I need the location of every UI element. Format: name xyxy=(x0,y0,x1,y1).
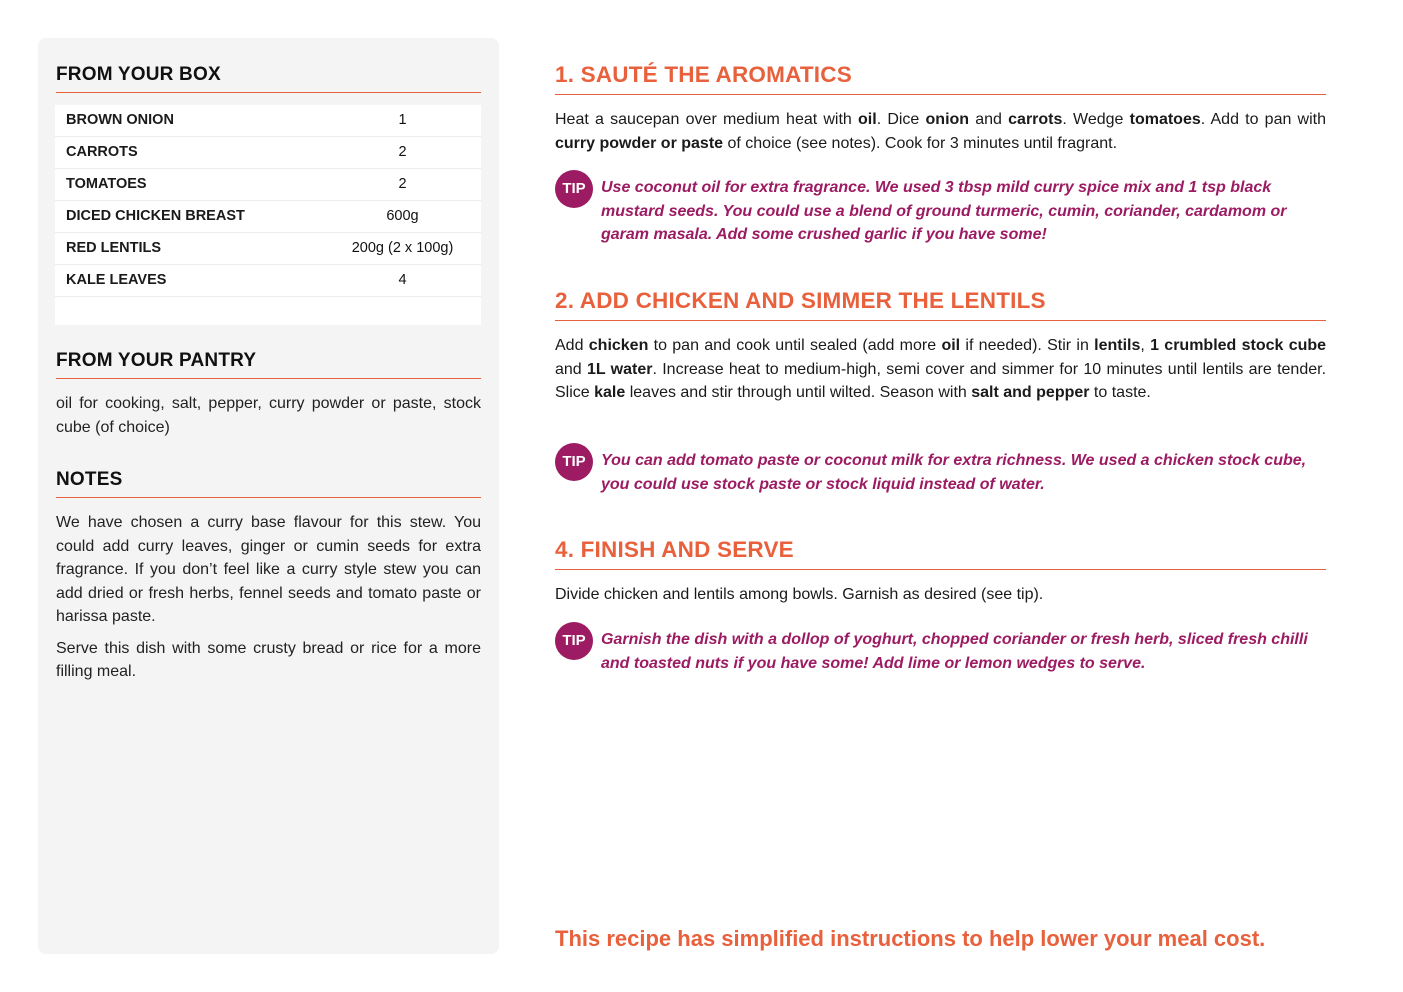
ingredient-name: TOMATOES xyxy=(66,176,147,192)
ingredient-name: BROWN ONION xyxy=(66,112,174,128)
table-row xyxy=(55,137,481,169)
ingredient-name: RED LENTILS xyxy=(66,240,162,256)
ingredient-qty: 600g xyxy=(386,208,419,224)
emphasis-text: carrots xyxy=(1008,111,1063,128)
pantry-items: oil for cooking, salt, pepper, curry powder or paste, stock cube (of choice) xyxy=(56,395,481,436)
emphasis-text: chicken xyxy=(588,337,649,354)
emphasis-text: onion xyxy=(925,111,970,128)
tip-text: You can add tomato paste or coconut milk for extra richness. We used a chicken stock cube, you could use stock paste or stock liquid instead of water. xyxy=(601,452,1307,493)
table-row xyxy=(55,233,481,265)
table-row xyxy=(55,105,481,137)
emphasis-text: tomatoes xyxy=(1129,111,1201,128)
step-4-body: Divide chicken and lentils among bowls. Garnish as desired (see tip). xyxy=(555,586,1044,603)
step-2-body: Add chicken to pan and cook until sealed (add more oil if needed). Stir in lentils, 1 crumbled stock cube and 1L water. Increase heat to medium-high, semi cover and simmer for 10 minutes until lentils are tender. Slice kale leaves and stir through until wilted. Season with salt and pepper to taste. xyxy=(555,337,1327,401)
table-row xyxy=(55,169,481,201)
notes-paragraph: We have chosen a curry base flavour for this stew. You could add curry leaves, ginger or cumin seeds for extra fragrance. If you don’t feel like a curry style stew you can add dried or fresh herbs, fennel seeds and tomato paste or harissa paste. xyxy=(56,514,481,625)
tip-badge: TIP xyxy=(555,443,593,481)
tip-badge: TIP xyxy=(555,170,593,208)
table-row xyxy=(55,201,481,233)
emphasis-text: oil xyxy=(858,111,877,128)
ingredient-qty: 2 xyxy=(398,176,407,192)
ingredient-qty: 2 xyxy=(398,144,407,160)
emphasis-text: oil xyxy=(941,337,961,354)
notes-heading: NOTES xyxy=(56,469,481,498)
from-your-box-heading: FROM YOUR BOX xyxy=(56,64,481,93)
ingredient-qty: 200g (2 x 100g) xyxy=(351,240,454,256)
emphasis-text: 1 crumbled stock cube xyxy=(1150,337,1327,354)
ingredient-qty: 4 xyxy=(398,272,407,288)
ingredients-table xyxy=(55,105,481,325)
footer-note: This recipe has simplified instructions to help lower your meal cost. xyxy=(555,926,1266,951)
step-1-heading: 1. SAUTÉ THE AROMATICS xyxy=(555,62,1326,95)
step-4-heading: 4. FINISH AND SERVE xyxy=(555,537,1326,570)
table-row xyxy=(55,265,481,297)
emphasis-text: curry powder or paste xyxy=(555,134,724,152)
ingredients-panel xyxy=(38,38,499,954)
ingredient-qty: 1 xyxy=(398,112,407,128)
emphasis-text: kale xyxy=(594,384,626,401)
tip-badge: TIP xyxy=(555,622,593,660)
ingredient-name: DICED CHICKEN BREAST xyxy=(66,208,245,224)
emphasis-text: 1L water xyxy=(587,360,653,378)
from-your-pantry-heading: FROM YOUR PANTRY xyxy=(56,350,481,379)
ingredient-name: KALE LEAVES xyxy=(66,272,167,288)
tip-text: Use coconut oil for extra fragrance. We used 3 tbsp mild curry spice mix and 1 tsp black mustard seeds. You could use a blend of ground turmeric, cumin, coriander, cardamom or garam masala. Add some crushed garlic if you have some! xyxy=(601,179,1287,243)
step-1-body: Heat a saucepan over medium heat with oil. Dice onion and carrots. Wedge tomatoes. Add to pan with curry powder or paste of choice (see notes). Cook for 3 minutes until fragrant. xyxy=(555,111,1327,152)
notes-text xyxy=(56,511,481,692)
ingredient-name: CARROTS xyxy=(66,144,138,160)
step-2-heading: 2. ADD CHICKEN AND SIMMER THE LENTILS xyxy=(555,288,1326,321)
emphasis-text: lentils xyxy=(1094,337,1141,354)
tip-text: Garnish the dish with a dollop of yoghurt, chopped coriander or fresh herb, sliced fresh chilli and toasted nuts if you have some! Add lime or lemon wedges to serve. xyxy=(601,631,1308,672)
notes-paragraph: Serve this dish with some crusty bread or rice for a more filling meal. xyxy=(56,639,481,680)
emphasis-text: salt and pepper xyxy=(971,384,1090,401)
pantry-text xyxy=(56,392,481,447)
